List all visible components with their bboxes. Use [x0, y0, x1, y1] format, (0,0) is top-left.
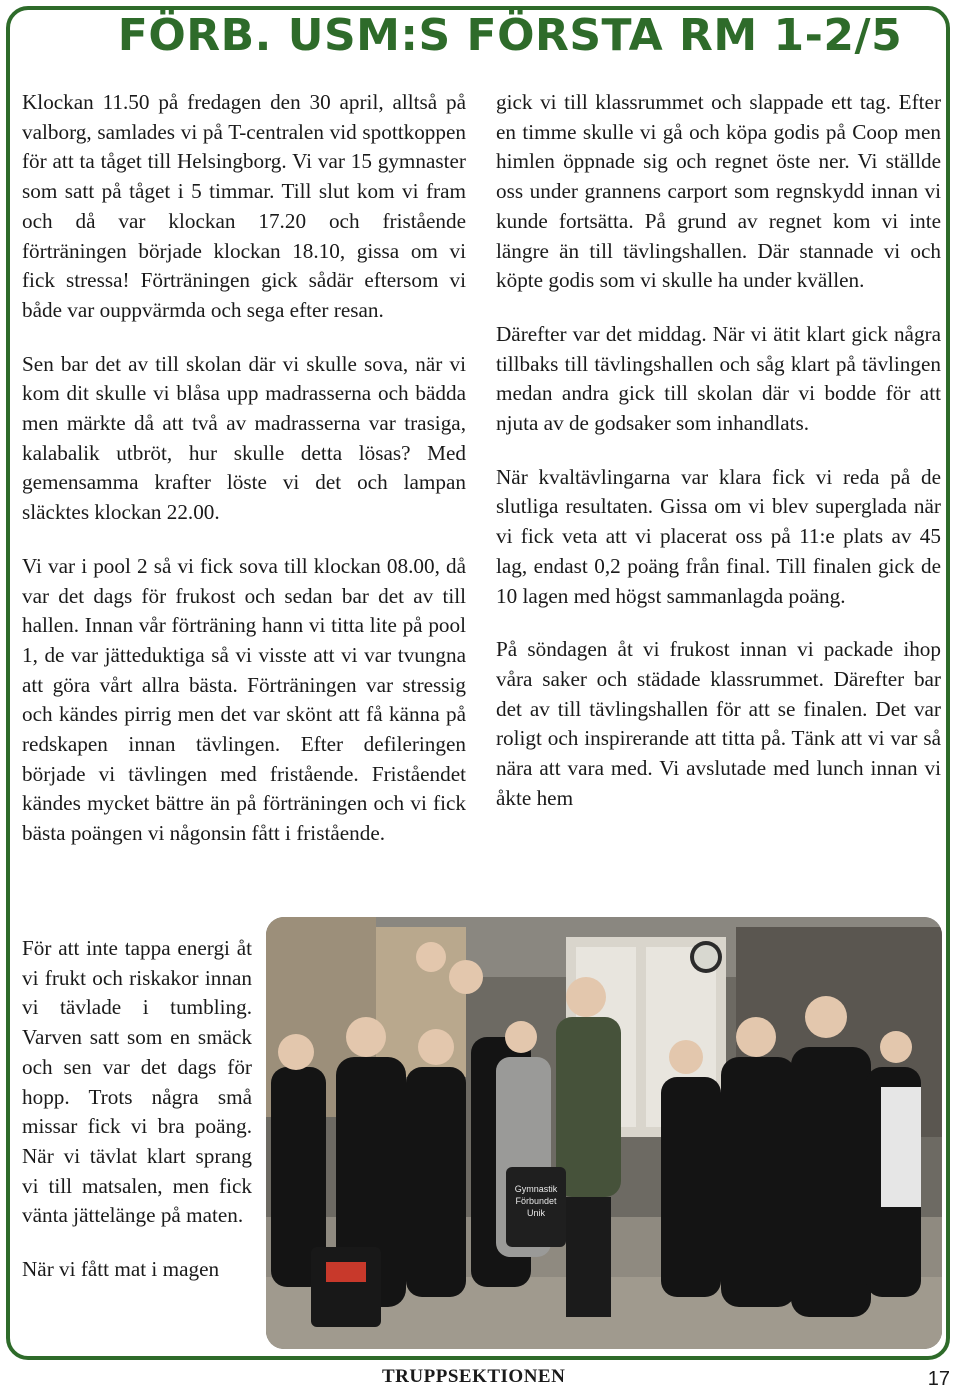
article-right-column	[496, 88, 941, 837]
paragraph: På söndagen åt vi frukost innan vi packade ihop våra saker och städade klassrummet. Därefter bar det av till tävlingshallen för att se finalen. Det var roligt och inspirerande att titta på. Tänk att vi var så nära att vara med. Vi avslutade med lunch innan vi åkte hem	[496, 637, 941, 810]
paragraph: Sen bar det av till skolan där vi skulle sova, när vi kom dit skulle vi blåsa upp madrasserna och bädda men märkte då att två av madrasserna var trasiga, kalabalik utbröt, hur skulle detta lösas? Med gemensamma krafter löste vi det och lampan släcktes klockan 22.00.	[22, 351, 466, 525]
paragraph: gick vi till klassrummet och slappade ett tag. Efter en timme skulle vi gå och köpa godis på Coop men himlen öppnade sig och regnet öste ner. Vi ställde oss under grannens carport som regnskydd innan vi kunde fortsätta. På grund av regnet kom vi inte längre än till tävlingshallen. Där stannade vi och köpte godis som vi skulle ha under kvällen.	[496, 90, 941, 293]
paragraph: När vi fått mat i magen	[22, 1257, 220, 1282]
paragraph: För att inte tappa energi åt vi frukt och riskakor innan vi tävlade i tumbling. Varven satt som en smäck och sen var det dags för hopp. Trots några små missar fick vi bra poäng. När vi tävlat klart sprang vi till matsalen, men fick vänta jättelänge på maten.	[22, 936, 252, 1228]
team-photo-illustration	[266, 917, 942, 1349]
article-short-column	[22, 934, 252, 1309]
article-left-column	[22, 88, 466, 873]
bag-text: Unik	[526, 1208, 546, 1218]
page-number: 17	[927, 1368, 950, 1390]
paragraph: Klockan 11.50 på fredagen den 30 april, alltså på valborg, samlades vi på T-centralen vid spottkoppen för att ta tåget till Helsingborg. Vi var 15 gymnaster som satt på tåget i 5 timmar. Till slut kom vi fram och då var klockan 17.20 och fristående förträningen började klockan 18.10, gissa om vi fick stressa! Förträningen gick sådär eftersom vi både var ouppvärmda och sega efter resan.	[22, 90, 466, 322]
paragraph: Vi var i pool 2 så vi fick sova till klockan 08.00, då var det dags för frukost och sedan bar det av till hallen. Innan vår förträning hann vi titta lite på pool 1, de var jätteduktiga så vi visste att vi var tvungna att göra vårt allra bästa. Förträningen var stressig och kändes pirrig men det var skönt att få känna på redskapen innan tävlingen. Efter defileringen började vi tävlingen med fristående. Friståendet kändes mycket bättre än på förträningen och vi fick bästa poängen vi någonsin fått i fristående.	[22, 553, 466, 846]
team-photo	[266, 917, 942, 1349]
article-title: FÖRB. USM:S FÖRSTA RM 1-2/5	[117, 10, 903, 61]
bag-text: Förbundet	[515, 1196, 557, 1206]
bag-text: Gymnastik	[514, 1184, 558, 1194]
paragraph: När kvaltävlingarna var klara fick vi reda på de slutliga resultaten. Gissa om vi blev superglada när vi fick veta att vi placerat oss på 11:e plats av 45 lag, endast 0,2 poäng från final. Till finalen gick de 10 lagen med högst sammanlagda poäng.	[496, 464, 941, 608]
section-footer: TRUPPSEKTIONEN	[382, 1366, 566, 1387]
paragraph: Därefter var det middag. När vi ätit klart gick några tillbaks till tävlingshallen och såg klart på tävlingen medan andra gick till skolan där vi bodde för att njuta av de godsaker som inhandlats.	[496, 321, 941, 436]
